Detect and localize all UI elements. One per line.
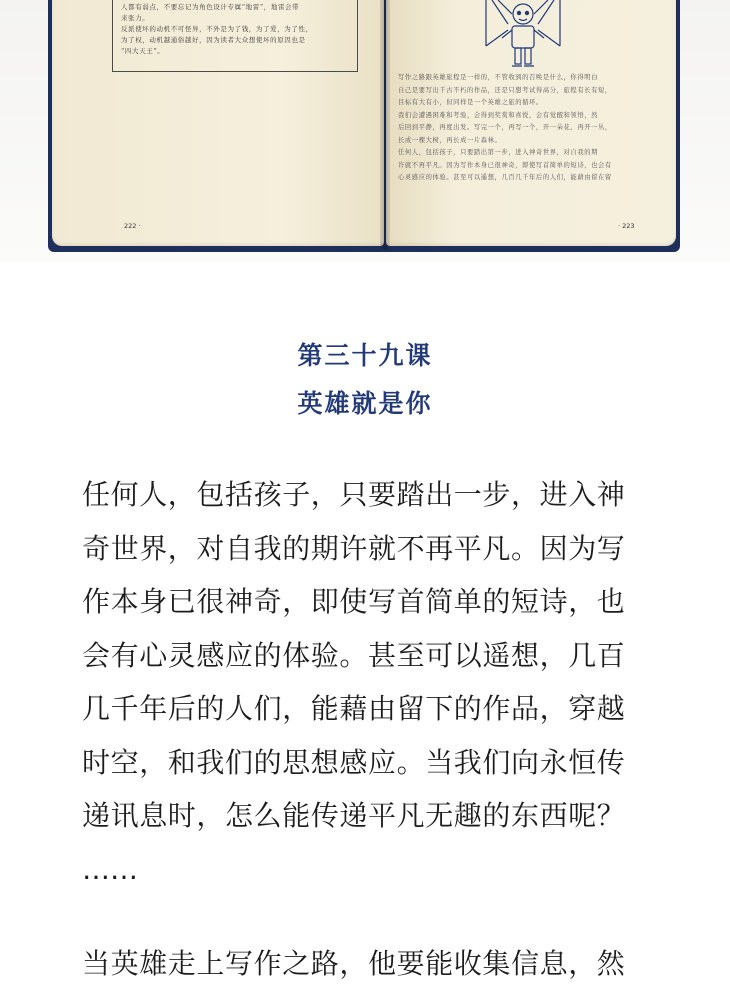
body-line: 作本身已很神奇，即使写首简单的短诗，也 xyxy=(82,585,626,618)
lesson-subtitle: 英雄就是你 xyxy=(297,389,433,418)
book-gutter xyxy=(380,0,390,250)
left-box-line: 反派使坏的动机不可怪异，不外是为了钱，为了爱，为了性， xyxy=(121,25,313,33)
right-page-line: 长成一棵大树，再长成一片森林。 xyxy=(398,136,502,144)
right-page-line: 许就不再平凡。因为写作本身已很神奇，即使写首简单的短诗，也会有 xyxy=(398,161,612,169)
body-paragraph xyxy=(82,468,662,896)
body-line: 递讯息时，怎么能传递平凡无趣的东西呢？ xyxy=(82,799,626,832)
book-photo xyxy=(0,0,730,262)
body-line: 几千年后的人们，能藉由留下的作品，穿越 xyxy=(82,692,626,725)
body-line: 会有心灵感应的体验。甚至可以遥想，几百 xyxy=(82,638,626,672)
right-page-text xyxy=(398,72,638,185)
left-box-line: 为了权，动机越通俗越好，因为读者大众想使坏的原因也是 xyxy=(121,36,306,44)
left-box-line: “四大天王”。 xyxy=(121,47,165,55)
right-page-line: 后回到平静，再度出发。写完一个，再写一个，开一朵花，再开一丛， xyxy=(398,124,612,131)
left-page-text-box xyxy=(112,0,358,72)
right-page-number: · 223 xyxy=(618,222,635,230)
left-page-number: 222 · xyxy=(124,222,141,230)
ellipsis: …… xyxy=(82,852,138,886)
right-page-line: 任何人，包括孩子，只要踏出第一步，进入神奇世界，对自我的期 xyxy=(398,149,599,156)
right-page-line: 心灵感应的体验。甚至可以遥想，几百几千年后的人们，能藉由留在留 xyxy=(398,174,612,181)
body-line: 任何人，包括孩子，只要踏出一步，进入神 xyxy=(82,478,626,511)
left-box-line: 来张力。 xyxy=(121,14,150,22)
right-page-line: 目标有大有小，但同样是一个英雄之旅的循环。 xyxy=(398,99,543,106)
next-paragraph-line: 当英雄走上写作之路，他要能收集信息，然 xyxy=(82,947,626,980)
right-page-line: 自己是要写出千古不朽的作品，还是只想考试得高分，旅程有长有短， xyxy=(398,86,612,94)
body-line: 时空，和我们的思想感应。当我们向永恒传 xyxy=(82,745,626,779)
lesson-title: 第三十九课 xyxy=(297,341,433,370)
robot-illustration xyxy=(478,0,568,76)
right-page-line: 我们会遭遇困难和考验，会得到奖赏和喜悦，会有觉醒和领悟，然 xyxy=(398,111,599,119)
left-box-line: 人都有弱点，不要忘记为角色设计专属“地雷”，地雷会带 xyxy=(121,3,300,11)
right-page-line: 写作之路跟英雄旅程是一样的，不管收到的召唤是什么，你得明白 xyxy=(398,74,599,81)
body-line: 奇世界，对自我的期许就不再平凡。因为写 xyxy=(82,531,626,565)
